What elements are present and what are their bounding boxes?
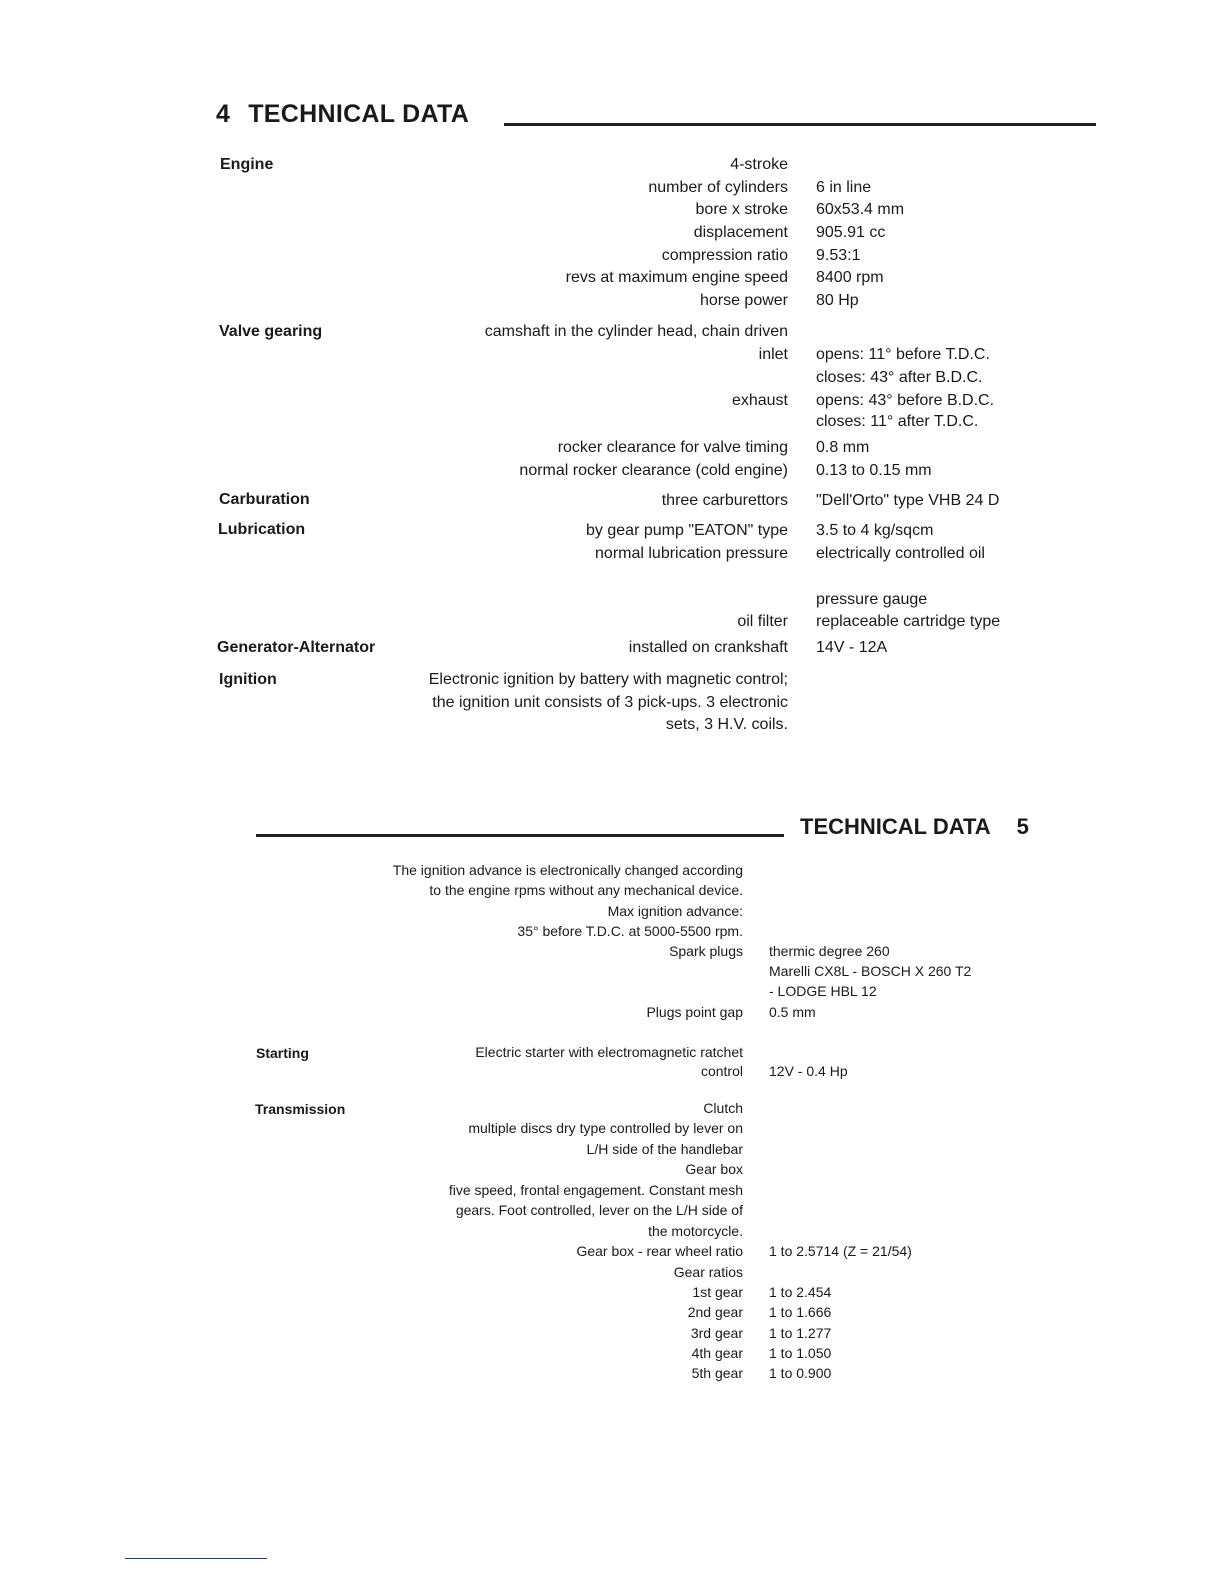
heading-rule bbox=[256, 834, 784, 837]
spec-row: 3rd gear 1 to 1.277 bbox=[690, 1325, 832, 1341]
spec-row: Gear ratios bbox=[673, 1264, 743, 1280]
spec-row: 2nd gear 1 to 1.666 bbox=[687, 1304, 832, 1320]
spec-row: bore x stroke 60x53.4 mm bbox=[695, 201, 905, 218]
section-valve-gearing: Valve gearing bbox=[219, 323, 323, 340]
spec-row: pressure gauge bbox=[816, 591, 928, 608]
spec-row: multiple discs dry type controlled by lever on bbox=[468, 1120, 743, 1136]
spec-row: five speed, frontal engagement. Constant mesh bbox=[448, 1182, 743, 1198]
spec-row: revs at maximum engine speed 8400 rpm bbox=[565, 269, 884, 286]
spec-row: displacement 905.91 cc bbox=[693, 224, 886, 241]
ignition-advance-description: The ignition advance is electronically changed according to the engine rpms without any mechanical device. Max ignition advance: 35° before T.D.C. at 5000-5500 rpm. bbox=[392, 862, 743, 939]
section-carburation: Carburation bbox=[219, 491, 310, 508]
section-lubrication: Lubrication bbox=[218, 521, 306, 538]
spec-row: - LODGE HBL 12 bbox=[769, 983, 877, 999]
spec-row: gears. Foot controlled, lever on the L/H side of bbox=[455, 1202, 743, 1218]
spec-row: camshaft in the cylinder head, chain driven bbox=[484, 323, 788, 340]
spec-row: oil filter replaceable cartridge type bbox=[737, 613, 1001, 630]
spec-row: installed on crankshaft 14V - 12A bbox=[628, 639, 888, 656]
spec-row: L/H side of the handlebar bbox=[586, 1141, 743, 1157]
spec-row: horse power 80 Hp bbox=[699, 292, 859, 309]
spec-row: Marelli CX8L - BOSCH X 260 T2 bbox=[769, 963, 972, 979]
spec-row: 5th gear 1 to 0.900 bbox=[691, 1365, 832, 1381]
spec-row: 1st gear 1 to 2.454 bbox=[692, 1284, 832, 1300]
spec-row: exhaust opens: 43° before B.D.C. bbox=[731, 392, 995, 409]
spec-row: Gear box bbox=[685, 1161, 743, 1177]
spec-row: 4th gear 1 to 1.050 bbox=[691, 1345, 832, 1361]
spec-row: Spark plugs thermic degree 260 bbox=[669, 943, 890, 959]
section-ignition: Ignition bbox=[219, 671, 277, 688]
ignition-description: Electronic ignition by battery with magnetic control; the ignition unit consists of 3 pick-ups. 3 electronic sets, 3 H.V. coils. bbox=[428, 671, 788, 734]
spec-row: Electric starter with electromagnetic ratchet bbox=[475, 1044, 743, 1060]
spec-row: Clutch bbox=[703, 1100, 743, 1116]
spec-row: normal lubrication pressure electrically controlled oil bbox=[595, 545, 985, 562]
spec-row: normal rocker clearance (cold engine) 0.13 to 0.15 mm bbox=[519, 462, 932, 479]
spec-row: Gear box - rear wheel ratio 1 to 2.5714 (Z = 21/54) bbox=[576, 1243, 912, 1259]
spec-row: compression ratio 9.53:1 bbox=[661, 247, 861, 264]
footer-line bbox=[125, 1558, 267, 1559]
spec-row: control 12V - 0.4 Hp bbox=[700, 1063, 848, 1079]
section-engine: Engine bbox=[220, 156, 274, 173]
spec-row: rocker clearance for valve timing 0.8 mm bbox=[557, 439, 870, 456]
page-number: 4 bbox=[216, 100, 231, 128]
spec-row: Plugs point gap 0.5 mm bbox=[646, 1004, 816, 1020]
section-starting: Starting bbox=[256, 1045, 309, 1061]
spec-row: the motorcycle. bbox=[648, 1223, 743, 1239]
spec-row: number of cylinders 6 in line bbox=[648, 179, 872, 196]
page-title: TECHNICAL DATA bbox=[800, 814, 991, 839]
spec-row: inlet opens: 11° before T.D.C. bbox=[758, 346, 990, 363]
spec-row: closes: 11° after T.D.C. bbox=[816, 413, 979, 430]
page-heading-4 bbox=[216, 100, 469, 129]
spec-row: closes: 43° after B.D.C. bbox=[816, 369, 983, 386]
section-generator: Generator-Alternator bbox=[217, 639, 376, 656]
spec-row: three carburettors "Dell'Orto" type VHB 24 D bbox=[661, 492, 1000, 509]
spec-row: 4-stroke bbox=[730, 156, 788, 173]
spec-row: by gear pump "EATON" type 3.5 to 4 kg/sqcm bbox=[586, 522, 934, 539]
page-number: 5 bbox=[1016, 814, 1029, 839]
page-title: TECHNICAL DATA bbox=[248, 100, 470, 128]
heading-rule bbox=[504, 123, 1096, 126]
section-transmission: Transmission bbox=[255, 1101, 346, 1117]
page-heading-5 bbox=[800, 814, 1029, 840]
